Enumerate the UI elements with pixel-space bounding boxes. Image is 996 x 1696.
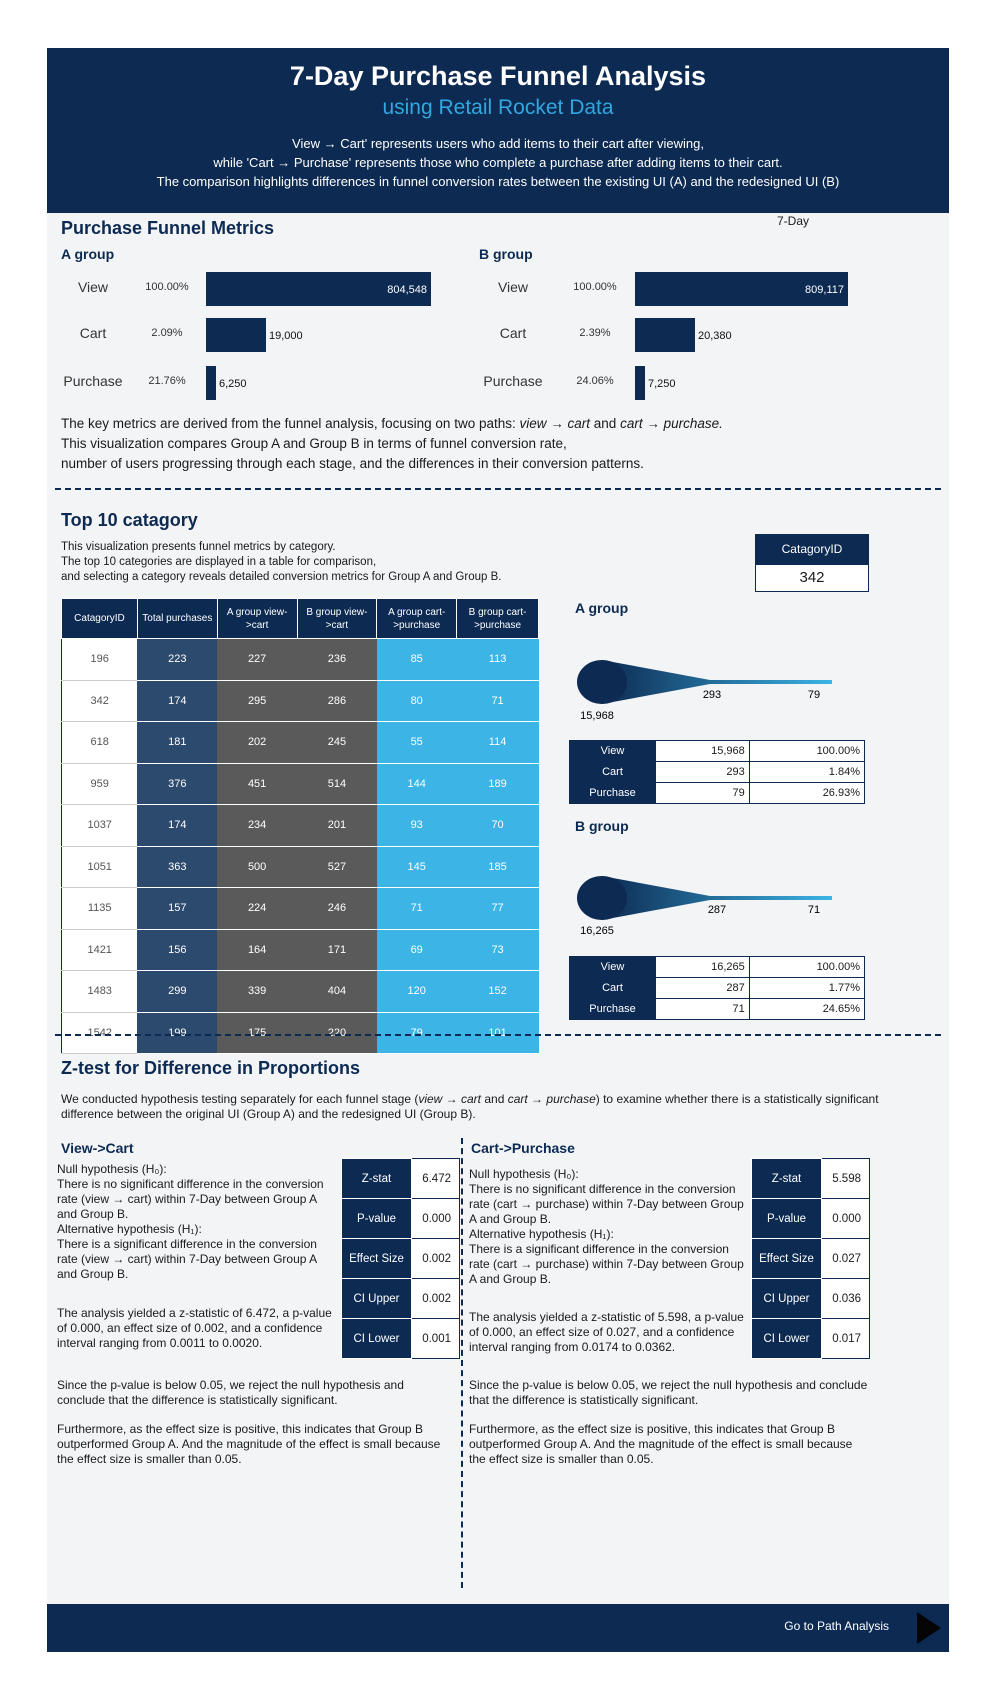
detail-row (570, 999, 865, 1020)
top10-desc-2: The top 10 categories are displayed in a table for comparison, (61, 556, 377, 568)
funnel-a-purchase-label: Purchase (63, 373, 123, 389)
detail-cell: 100.00% (749, 741, 864, 762)
table-cell: 1421 (62, 929, 138, 971)
detail-row (570, 957, 865, 978)
stat-value: 6.472 (412, 1159, 460, 1199)
ztest-right-stats (751, 1158, 870, 1359)
table-row[interactable] (62, 846, 539, 888)
table-cell: 175 (217, 1012, 297, 1054)
funnel-a-purchase-value: 6,250 (219, 378, 247, 390)
detail-row (570, 978, 865, 999)
ztest-right-title: Cart->Purchase (471, 1140, 575, 1156)
funnel-a-cart-value: 19,000 (269, 330, 303, 342)
table-cell: 71 (457, 680, 539, 722)
ztest-divider (461, 1138, 463, 1588)
funnel-b-purchase-label: 71 (807, 904, 821, 916)
funnel-group-a-title: A group (61, 246, 115, 262)
funnel-b-cart-label: Cart (499, 325, 527, 341)
detail-cell: View (570, 741, 656, 762)
column-header[interactable]: A group view->cart (217, 599, 297, 639)
stat-label: CI Lower (752, 1319, 822, 1359)
funnel-b-view-label: View (497, 279, 529, 295)
funnel-a-cart-label: 293 (702, 689, 722, 701)
table-cell: 246 (297, 888, 377, 930)
stat-label: Effect Size (342, 1239, 412, 1279)
table-cell: 618 (62, 722, 138, 764)
table-cell: 514 (297, 763, 377, 805)
detail-cell: 100.00% (749, 957, 864, 978)
detail-cell: Cart (570, 762, 656, 783)
detail-group-a-title: A group (575, 600, 629, 616)
stat-row (342, 1199, 460, 1239)
funnel-a-purchase-pct: 21.76% (148, 375, 186, 387)
ztest-left-concl-2: Furthermore, as the effect size is positive, this indicates that Group B outperformed Group A. And the magnitude of the effect is small because the effect size is smaller than 0.05. (57, 1422, 441, 1466)
ztest-right-h1: Alternative hypothesis (H₁): (469, 1227, 614, 1241)
funnel-note-path-2: cart → purchase. (620, 416, 723, 431)
column-header[interactable]: A group cart->purchase (377, 599, 457, 639)
ztest-intro-path-1: view → cart (418, 1092, 482, 1106)
ztest-right-conclusion (469, 1378, 869, 1467)
ztest-intro-c: ) to examine whether there is a statistically significant (595, 1092, 879, 1106)
table-cell: 199 (137, 1012, 217, 1054)
table-cell: 171 (297, 929, 377, 971)
funnel-b-view-label: 16,265 (580, 925, 614, 937)
top10-desc-1: This visualization presents funnel metrics by category. (61, 541, 336, 553)
stat-row (752, 1279, 870, 1319)
category-selector-label: CatagoryID (755, 534, 869, 564)
table-row[interactable] (62, 971, 539, 1013)
table-cell: 156 (137, 929, 217, 971)
stat-value: 0.017 (822, 1319, 870, 1359)
table-cell: 223 (137, 639, 217, 681)
table-cell: 73 (457, 929, 539, 971)
funnel-a-view-pct: 100.00% (145, 281, 189, 293)
table-cell: 245 (297, 722, 377, 764)
table-cell: 224 (217, 888, 297, 930)
funnel-b-purchase-label: Purchase (483, 373, 543, 389)
table-cell: 286 (297, 680, 377, 722)
table-cell: 202 (217, 722, 297, 764)
table-cell: 144 (377, 763, 457, 805)
ztest-right-h0-text: There is no significant difference in the conversion rate (cart → purchase) within 7-Day between Group A and Group B. (469, 1182, 744, 1226)
detail-cell: Cart (570, 978, 656, 999)
ztest-left-concl-1: Since the p-value is below 0.05, we reject the null hypothesis and conclude that the difference is statistically significant. (57, 1378, 404, 1407)
table-cell: 339 (217, 971, 297, 1013)
top10-table (61, 598, 539, 1054)
detail-cell: 24.65% (749, 999, 864, 1020)
detail-table-a (569, 740, 865, 804)
ztest-left-result: The analysis yielded a z-statistic of 6.472, a p-value of 0.000, an effect size of 0.002, and a confidence interval ranging from 0.0011 to 0.0020. (57, 1306, 332, 1350)
funnel-note (61, 414, 941, 474)
stat-value: 0.001 (412, 1319, 460, 1359)
table-cell: 1037 (62, 805, 138, 847)
ztest-left-h1: Alternative hypothesis (H₁): (57, 1222, 202, 1236)
stat-label: CI Upper (342, 1279, 412, 1319)
funnel-a-view-label: View (77, 279, 109, 295)
table-row[interactable] (62, 639, 539, 681)
stat-row (752, 1239, 870, 1279)
table-cell: 189 (457, 763, 539, 805)
table-row[interactable] (62, 805, 539, 847)
table-header-row (62, 599, 539, 639)
ztest-left-stats (341, 1158, 460, 1359)
detail-cell: 293 (656, 762, 750, 783)
stat-row (342, 1159, 460, 1199)
table-cell: 80 (377, 680, 457, 722)
detail-row (570, 741, 865, 762)
ztest-intro-a: We conducted hypothesis testing separately for each funnel stage ( (61, 1092, 419, 1106)
table-cell: 299 (137, 971, 217, 1013)
category-selector-value[interactable]: 342 (755, 564, 869, 592)
table-cell: 295 (217, 680, 297, 722)
table-cell: 342 (62, 680, 138, 722)
ztest-intro-path-2: cart → purchase (507, 1092, 596, 1106)
table-cell: 527 (297, 846, 377, 888)
ztest-right-result: The analysis yielded a z-statistic of 5.598, a p-value of 0.000, an effect size of 0.027, and a confidence interval ranging from 0.0174 to 0.0362. (469, 1310, 744, 1354)
stat-value: 5.598 (822, 1159, 870, 1199)
funnel-section-title: Purchase Funnel Metrics (61, 218, 275, 238)
period-label: 7-Day (777, 214, 810, 228)
table-cell: 376 (137, 763, 217, 805)
divider-1 (55, 488, 941, 490)
table-row[interactable] (62, 929, 539, 971)
funnel-b-view-node (577, 876, 627, 920)
stat-value: 0.027 (822, 1239, 870, 1279)
detail-cell: 71 (656, 999, 750, 1020)
table-cell: 71 (377, 888, 457, 930)
page-subtitle: using Retail Rocket Data (382, 96, 614, 119)
column-header[interactable]: CatagoryID (62, 599, 138, 639)
funnel-group-b-title: B group (479, 246, 533, 262)
ztest-left-h0-text: There is no significant difference in the conversion rate (view → cart) within 7-Day between Group A and Group B. (57, 1177, 324, 1221)
table-cell: 185 (457, 846, 539, 888)
play-arrow-icon[interactable] (915, 1610, 943, 1646)
stat-label: P-value (342, 1199, 412, 1239)
category-selector[interactable] (755, 534, 869, 592)
funnel-a-purchase-label: 79 (807, 689, 821, 701)
table-row[interactable] (62, 763, 539, 805)
table-cell: 152 (457, 971, 539, 1013)
table-cell: 181 (137, 722, 217, 764)
funnel-a-cart-pct: 2.09% (151, 327, 183, 339)
stat-label: CI Lower (342, 1319, 412, 1359)
table-cell: 363 (137, 846, 217, 888)
detail-cell: 16,265 (656, 957, 750, 978)
detail-cell: View (570, 957, 656, 978)
funnel-note-2: This visualization compares Group A and Group B in terms of funnel conversion rate, (61, 436, 567, 451)
stat-label: CI Upper (752, 1279, 822, 1319)
detail-cell: 1.77% (749, 978, 864, 999)
ztest-right-h0: Null hypothesis (H₀): (469, 1167, 579, 1181)
stat-value: 0.002 (412, 1279, 460, 1319)
ztest-intro-b: and (481, 1092, 508, 1106)
ztest-right-hypotheses (469, 1167, 751, 1287)
detail-table-b (569, 956, 865, 1020)
detail-cell: 1.84% (749, 762, 864, 783)
column-header[interactable]: Total purchases (137, 599, 217, 639)
ztest-intro (61, 1092, 941, 1122)
detail-group-b-title: B group (575, 818, 629, 834)
funnel-a-view-label: 15,968 (580, 710, 614, 722)
table-cell: 164 (217, 929, 297, 971)
funnel-a-view-node (577, 660, 627, 704)
table-cell: 174 (137, 805, 217, 847)
header-desc-1: View → Cart' represents users who add items to their cart after viewing, (292, 136, 704, 151)
stat-row (752, 1319, 870, 1359)
detail-cell: 15,968 (656, 741, 750, 762)
table-row[interactable] (62, 888, 539, 930)
table-cell: 1483 (62, 971, 138, 1013)
funnel-b-cart-label: 287 (707, 904, 727, 916)
table-cell: 174 (137, 680, 217, 722)
stat-label: Z-stat (752, 1159, 822, 1199)
stat-row (342, 1239, 460, 1279)
stat-value: 0.000 (412, 1199, 460, 1239)
funnel-a-view-value: 804,548 (387, 284, 427, 296)
stat-row (752, 1199, 870, 1239)
table-cell: 236 (297, 639, 377, 681)
funnel-b-purchase-pct: 24.06% (576, 375, 614, 387)
table-cell: 69 (377, 929, 457, 971)
funnel-b-cart-value: 20,380 (698, 330, 732, 342)
table-cell: 959 (62, 763, 138, 805)
table-cell: 70 (457, 805, 539, 847)
table-cell: 93 (377, 805, 457, 847)
ztest-intro-2: difference between the original UI (Group A) and the redesigned UI (Group B). (61, 1107, 476, 1121)
funnel-a-cart-bar (206, 318, 266, 352)
header-desc-3: The comparison highlights differences in funnel conversion rates between the existing UI (A) and the redesigned UI (B) (156, 174, 840, 189)
table-cell: 1135 (62, 888, 138, 930)
detail-cell: 26.93% (749, 783, 864, 804)
ztest-left-conclusion (57, 1378, 447, 1467)
table-row[interactable] (62, 680, 539, 722)
table-cell: 201 (297, 805, 377, 847)
stat-value: 0.036 (822, 1279, 870, 1319)
top10-desc (61, 540, 661, 585)
ztest-right-concl-2: Furthermore, as the effect size is positive, this indicates that Group B outperformed Group A. And the magnitude of the effect is small because the effect size is smaller than 0.05. (469, 1422, 853, 1466)
header-desc-2: while 'Cart → Purchase' represents those who complete a purchase after adding items to their cart. (213, 155, 783, 170)
top10-desc-3: and selecting a category reveals detailed conversion metrics for Group A and Group B. (61, 571, 502, 583)
detail-row (570, 783, 865, 804)
table-cell: 404 (297, 971, 377, 1013)
ztest-left-hypotheses (57, 1162, 335, 1282)
table-cell: 85 (377, 639, 457, 681)
funnel-bars-chart (47, 258, 949, 408)
funnel-b-purchase-value: 7,250 (648, 378, 676, 390)
table-cell: 196 (62, 639, 138, 681)
funnel-note-3: number of users progressing through each stage, and the differences in their conversion patterns. (61, 456, 644, 471)
table-cell: 1051 (62, 846, 138, 888)
table-row[interactable] (62, 722, 539, 764)
table-cell: 227 (217, 639, 297, 681)
header-banner (47, 48, 949, 213)
detail-cell: Purchase (570, 783, 656, 804)
dashboard-page (47, 48, 949, 1652)
table-cell: 55 (377, 722, 457, 764)
top10-title: Top 10 catagory (61, 510, 198, 530)
stat-label: Z-stat (342, 1159, 412, 1199)
table-cell: 114 (457, 722, 539, 764)
detail-cell: 79 (656, 783, 750, 804)
table-row[interactable] (62, 1012, 539, 1054)
column-header[interactable]: B group view->cart (297, 599, 377, 639)
funnel-note-and: and (593, 416, 617, 431)
table-cell: 500 (217, 846, 297, 888)
page-title: 7-Day Purchase Funnel Analysis (289, 61, 707, 91)
stat-row (342, 1279, 460, 1319)
detail-funnel-b (562, 866, 872, 946)
funnel-b-cart-pct: 2.39% (579, 327, 611, 339)
table-cell: 145 (377, 846, 457, 888)
stat-label: P-value (752, 1199, 822, 1239)
table-cell: 120 (377, 971, 457, 1013)
table-cell: 157 (137, 888, 217, 930)
table-cell: 79 (377, 1012, 457, 1054)
stat-row (342, 1319, 460, 1359)
table-cell: 451 (217, 763, 297, 805)
stat-row (752, 1159, 870, 1199)
funnel-a-cart-label: Cart (79, 325, 107, 341)
stat-label: Effect Size (752, 1239, 822, 1279)
ztest-left-h1-text: There is a significant difference in the conversion rate (view → cart) within 7-Day between Group A and Group B. (57, 1237, 317, 1281)
table-cell: 113 (457, 639, 539, 681)
funnel-b-view-pct: 100.00% (573, 281, 617, 293)
ztest-right-h1-text: There is a significant difference in the conversion rate (cart → purchase) within 7-Day between Group A and Group B. (469, 1242, 744, 1286)
funnel-b-view-value: 809,117 (805, 284, 844, 296)
funnel-a-purchase-bar (206, 366, 216, 400)
funnel-a-group (63, 272, 431, 400)
stat-value: 0.002 (412, 1239, 460, 1279)
table-cell: 234 (217, 805, 297, 847)
table-cell: 220 (297, 1012, 377, 1054)
stat-value: 0.000 (822, 1199, 870, 1239)
ztest-title: Z-test for Difference in Proportions (61, 1058, 361, 1078)
column-header[interactable]: B group cart->purchase (457, 599, 539, 639)
ztest-left-h0: Null hypothesis (H₀): (57, 1162, 167, 1176)
funnel-note-path-1: view → cart (519, 416, 591, 431)
table-body (62, 639, 539, 1054)
go-to-path-analysis-link[interactable]: Go to Path Analysis (784, 1619, 889, 1633)
funnel-note-1: The key metrics are derived from the funnel analysis, focusing on two paths: (61, 416, 516, 431)
funnel-b-cart-bar (635, 318, 695, 352)
detail-cell: Purchase (570, 999, 656, 1020)
detail-funnel-a (562, 648, 872, 728)
table-cell: 101 (457, 1012, 539, 1054)
divider-2 (55, 1034, 941, 1036)
funnel-b-purchase-bar (635, 366, 645, 400)
detail-row (570, 762, 865, 783)
footer-bar (47, 1604, 949, 1652)
table-cell: 1542 (62, 1012, 138, 1054)
funnel-b-group (483, 272, 848, 400)
table-cell: 77 (457, 888, 539, 930)
detail-cell: 287 (656, 978, 750, 999)
ztest-left-title: View->Cart (61, 1140, 134, 1156)
ztest-right-concl-1: Since the p-value is below 0.05, we reject the null hypothesis and conclude that the difference is statistically significant. (469, 1378, 868, 1407)
